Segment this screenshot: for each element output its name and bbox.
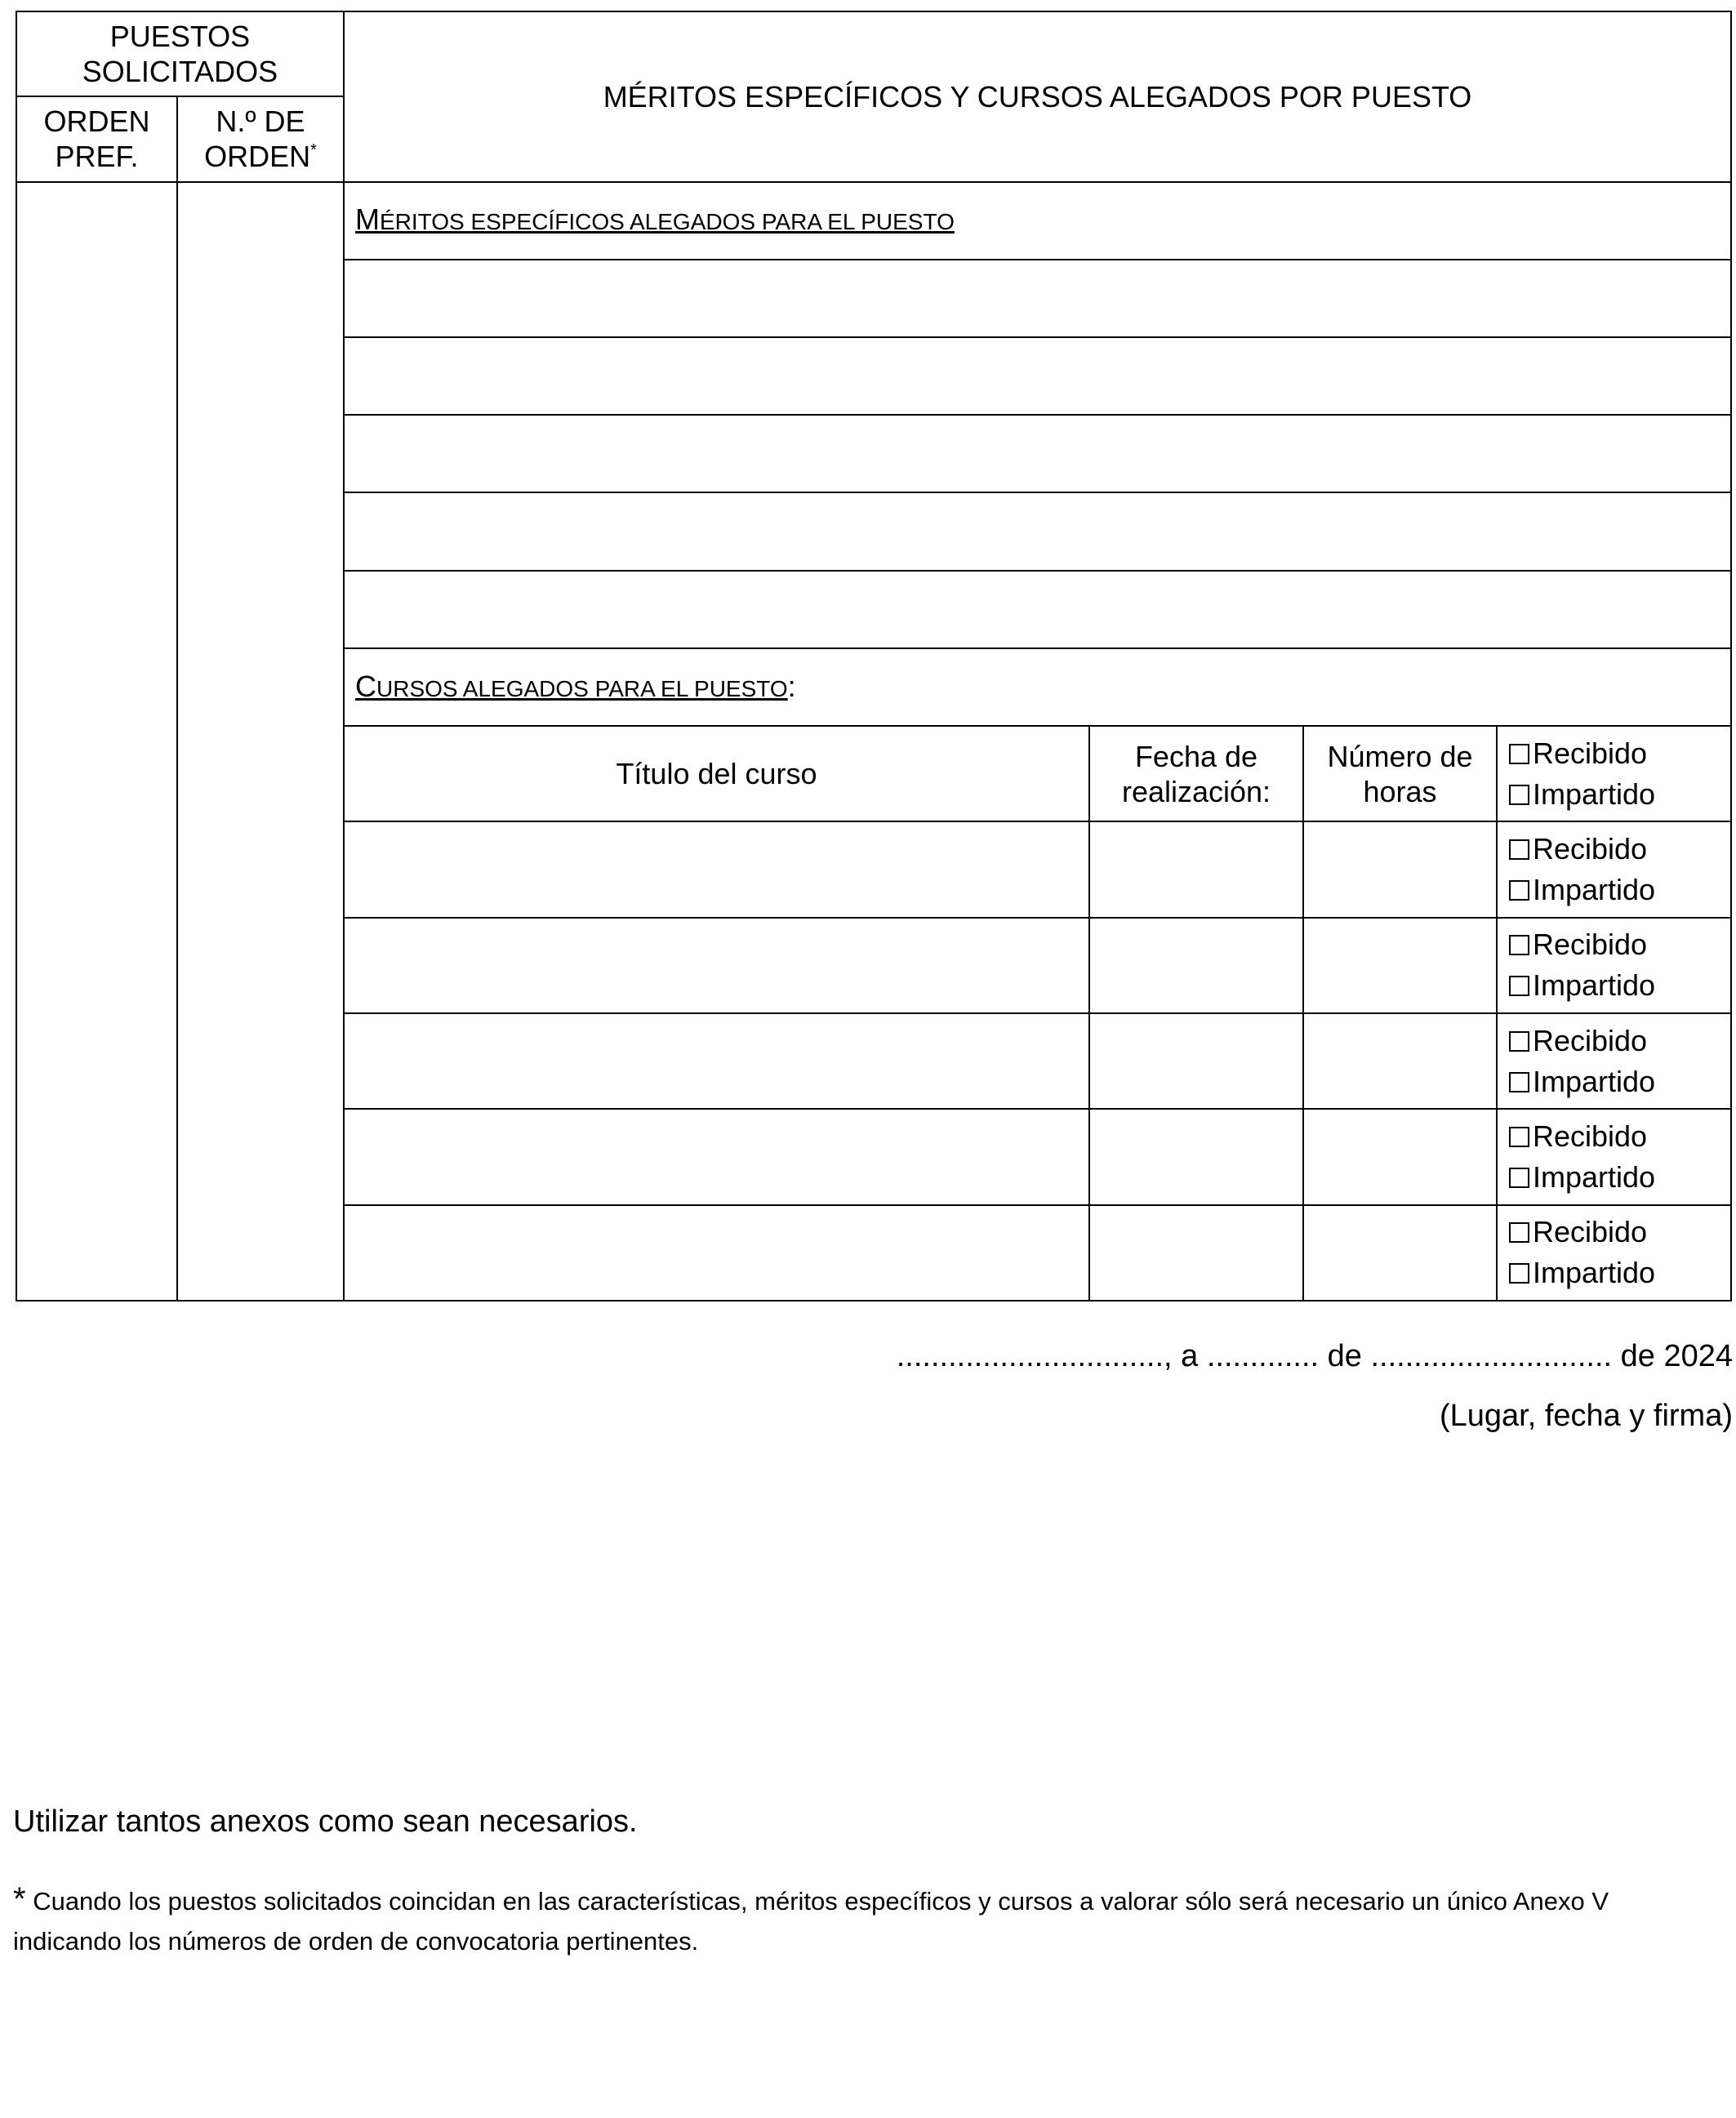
impartido-checkbox[interactable] <box>1509 880 1529 901</box>
recibido-checkbox[interactable] <box>1509 935 1529 955</box>
recibido-label: Recibido <box>1533 1119 1648 1153</box>
impartido-label: Impartido <box>1533 1064 1656 1098</box>
impartido-option[interactable] <box>1509 965 1730 1006</box>
recibido-option[interactable] <box>1509 924 1730 965</box>
annex-form-table <box>16 11 1732 1302</box>
merito-input-row[interactable] <box>344 260 1731 337</box>
impartido-label: Impartido <box>1533 776 1656 811</box>
recibido-label: Recibido <box>1533 1215 1648 1249</box>
course-title-input[interactable] <box>344 918 1089 1013</box>
footnote-asterisk: * <box>13 1881 26 1917</box>
orden-pref-input[interactable] <box>16 182 177 1302</box>
col-header-fecha-label: Fecha de realización: <box>1121 739 1271 808</box>
recibido-label: Recibido <box>1533 1023 1648 1057</box>
recibido-checkbox[interactable] <box>1509 744 1529 764</box>
puestos-solicitados-label: PUESTOS SOLICITADOS <box>82 20 278 89</box>
impartido-label: Impartido <box>1533 1256 1656 1290</box>
signature-line[interactable]: ..............................., a ............. de ............................ de 2024 <box>896 1339 1733 1373</box>
orden-pref-header <box>16 96 177 181</box>
cursos-section-heading <box>344 648 1731 726</box>
impartido-checkbox[interactable] <box>1509 785 1529 805</box>
course-date-input[interactable] <box>1089 1109 1303 1204</box>
recibido-checkbox[interactable] <box>1509 1127 1529 1147</box>
num-orden-asterisk: * <box>310 141 317 160</box>
impartido-label: Impartido <box>1533 1159 1656 1194</box>
check-options-header <box>1497 726 1731 821</box>
recibido-option[interactable] <box>1509 1212 1730 1253</box>
recibido-checkbox[interactable] <box>1509 1031 1529 1052</box>
footnote <box>13 1880 1724 1961</box>
course-title-input[interactable] <box>344 1205 1089 1301</box>
impartido-option[interactable] <box>1509 870 1730 910</box>
impartido-option[interactable] <box>1509 1061 1730 1102</box>
course-date-input[interactable] <box>1089 1205 1303 1301</box>
impartido-label: Impartido <box>1533 968 1656 1003</box>
impartido-label: Impartido <box>1533 873 1656 907</box>
course-hours-input[interactable] <box>1303 918 1497 1013</box>
course-check-cell <box>1497 821 1731 917</box>
course-check-cell <box>1497 1109 1731 1204</box>
col-header-titulo: Título del curso <box>344 726 1089 821</box>
cursos-heading-initial: C <box>355 669 376 703</box>
recibido-option[interactable] <box>1509 1116 1730 1157</box>
course-date-input[interactable] <box>1089 1013 1303 1109</box>
impartido-checkbox[interactable] <box>1509 1168 1529 1188</box>
impartido-checkbox[interactable] <box>1509 1072 1529 1092</box>
recibido-checkbox[interactable] <box>1509 839 1529 860</box>
recibido-label: Recibido <box>1533 928 1648 962</box>
meritos-section-heading <box>344 182 1731 260</box>
recibido-option[interactable] <box>1509 829 1730 870</box>
signature-caption: (Lugar, fecha y firma) <box>1439 1399 1733 1433</box>
col-header-fecha <box>1089 726 1303 821</box>
merito-input-row[interactable] <box>344 337 1731 415</box>
meritos-title-label: MÉRITOS ESPECÍFICOS Y CURSOS ALEGADOS POR PUESTO <box>603 79 1472 113</box>
course-title-input[interactable] <box>344 821 1089 917</box>
course-check-cell <box>1497 1013 1731 1109</box>
impartido-option[interactable] <box>1509 1253 1730 1293</box>
impartido-checkbox[interactable] <box>1509 976 1529 996</box>
course-check-cell <box>1497 918 1731 1013</box>
impartido-option[interactable] <box>1509 1157 1730 1198</box>
impartido-option[interactable] <box>1509 774 1730 815</box>
recibido-label: Recibido <box>1533 832 1648 866</box>
course-date-input[interactable] <box>1089 821 1303 917</box>
course-title-input[interactable] <box>344 1109 1089 1204</box>
meritos-heading-text: ÉRITOS ESPECÍFICOS ALEGADOS PARA EL PUESTO <box>380 209 955 235</box>
cursos-heading-text: URSOS ALEGADOS PARA EL PUESTO <box>376 675 788 701</box>
course-hours-input[interactable] <box>1303 1013 1497 1109</box>
num-orden-header <box>177 96 344 181</box>
col-header-horas-label: Número de horas <box>1327 739 1473 808</box>
course-hours-input[interactable] <box>1303 821 1497 917</box>
num-orden-label: N.º DE ORDEN <box>204 105 311 174</box>
col-header-horas <box>1303 726 1497 821</box>
impartido-checkbox[interactable] <box>1509 1263 1529 1284</box>
course-check-cell <box>1497 1205 1731 1301</box>
footnote-text: Cuando los puestos solicitados coincidan en las características, méritos específicos y cursos a valorar sólo será necesario un único Anexo V indicando los números de orden de convocatoria pertinentes. <box>13 1887 1609 1956</box>
annex-usage-note: Utilizar tantos anexos como sean necesarios. <box>13 1804 638 1839</box>
meritos-title-header <box>344 11 1731 182</box>
cursos-heading-colon: : <box>787 669 796 703</box>
orden-pref-label: ORDEN PREF. <box>43 105 150 174</box>
meritos-heading-initial: M <box>355 202 380 237</box>
recibido-checkbox[interactable] <box>1509 1222 1529 1243</box>
course-hours-input[interactable] <box>1303 1205 1497 1301</box>
recibido-option[interactable] <box>1509 733 1730 774</box>
puestos-solicitados-header <box>16 11 344 96</box>
recibido-label: Recibido <box>1533 736 1648 770</box>
merito-input-row[interactable] <box>344 571 1731 648</box>
merito-input-row[interactable] <box>344 415 1731 492</box>
recibido-option[interactable] <box>1509 1021 1730 1061</box>
course-title-input[interactable] <box>344 1013 1089 1109</box>
course-date-input[interactable] <box>1089 918 1303 1013</box>
num-orden-input[interactable] <box>177 182 344 1302</box>
course-hours-input[interactable] <box>1303 1109 1497 1204</box>
merito-input-row[interactable] <box>344 492 1731 570</box>
